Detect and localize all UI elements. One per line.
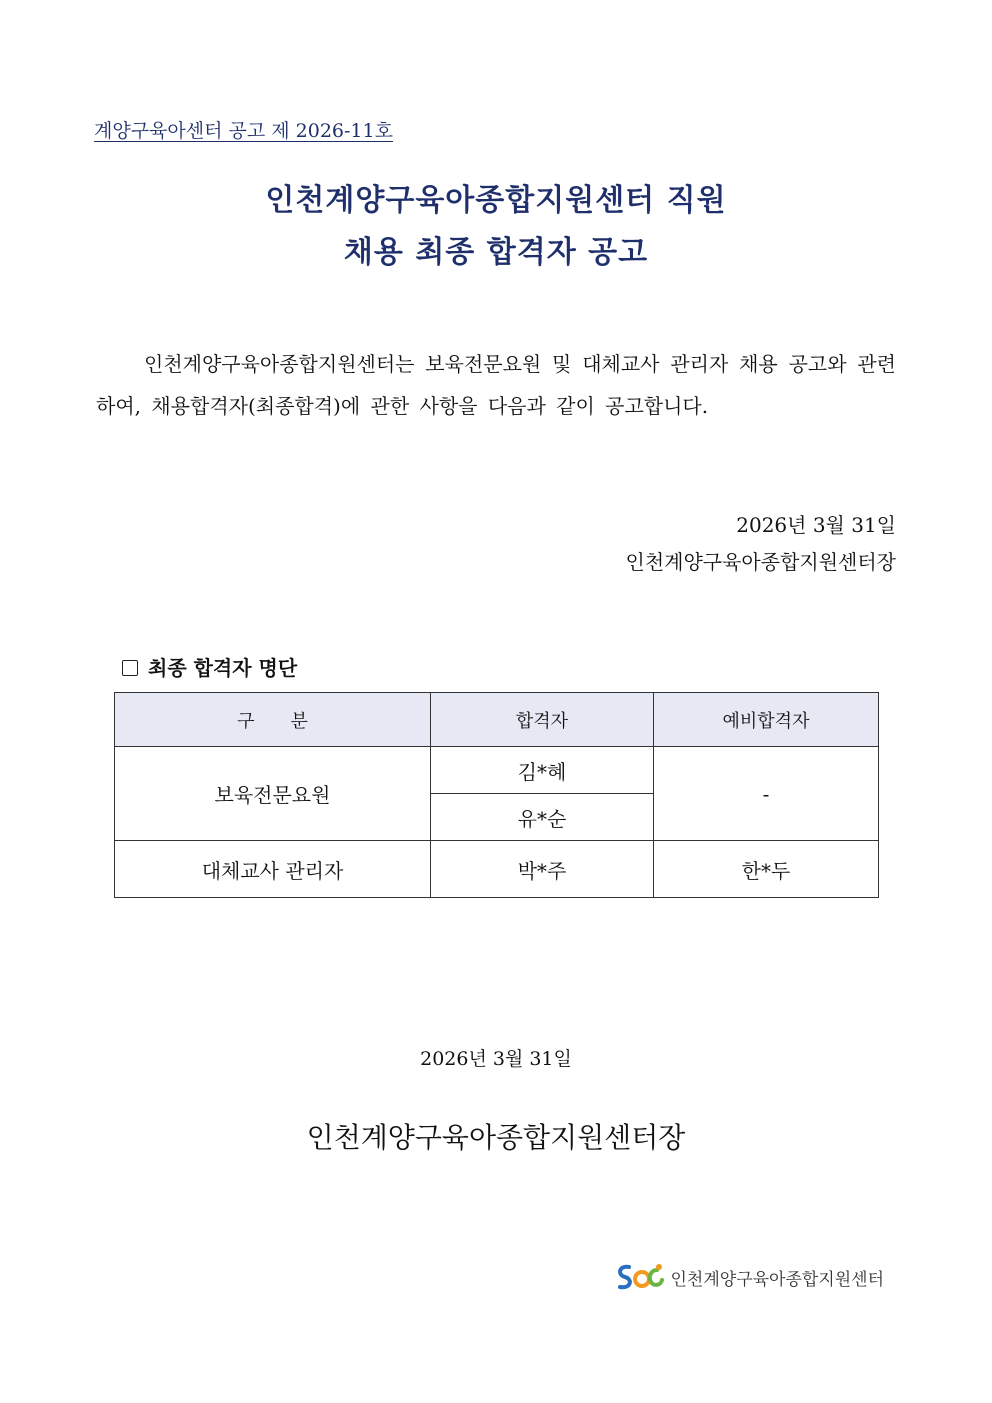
table-row (115, 747, 879, 794)
section-heading (122, 652, 297, 681)
signature-bottom: 인천계양구육아종합지원센터장 (306, 1121, 686, 1154)
date-top: 2026년 3월 31일 (736, 513, 896, 537)
signature-top: 인천계양구육아종합지원센터장 (625, 550, 896, 574)
row-category: 보육전문요원 (115, 747, 431, 841)
section-heading-label: 최종 합격자 명단 (148, 656, 298, 680)
header-reserve: 예비합격자 (654, 693, 879, 747)
notice-number: 계양구육아센터 공고 제 2026-11호 (94, 120, 393, 142)
row-passer: 유*순 (431, 794, 654, 841)
row-reserve: 한*두 (654, 841, 879, 898)
page-title-line2: 채용 최종 합격자 공고 (343, 235, 649, 270)
result-table (114, 692, 879, 898)
table-row (115, 841, 879, 898)
row-passer: 김*혜 (431, 747, 654, 794)
body-paragraph: 인천계양구육아종합지원센터는 보육전문요원 및 대체교사 관리자 채용 공고와 관련하여, 채용합격자(최종합격)에 관한 사항을 다음과 같이 공고합니다. (96, 352, 896, 418)
row-category: 대체교사 관리자 (115, 841, 431, 898)
header-category: 구 분 (115, 693, 431, 747)
page-title-line1: 인천계양구육아종합지원센터 직원 (265, 183, 727, 218)
row-passer: 박*주 (431, 841, 654, 898)
table-header-row (115, 693, 879, 747)
checkbox-square-icon (122, 660, 138, 676)
date-bottom: 2026년 3월 31일 (420, 1048, 572, 1070)
footer-logo-text: 인천계양구육아종합지원센터 (670, 1269, 884, 1290)
header-passer: 합격자 (431, 693, 654, 747)
footer-logo (615, 1262, 885, 1292)
center-logo-icon (615, 1262, 665, 1292)
row-reserve: - (654, 747, 879, 841)
